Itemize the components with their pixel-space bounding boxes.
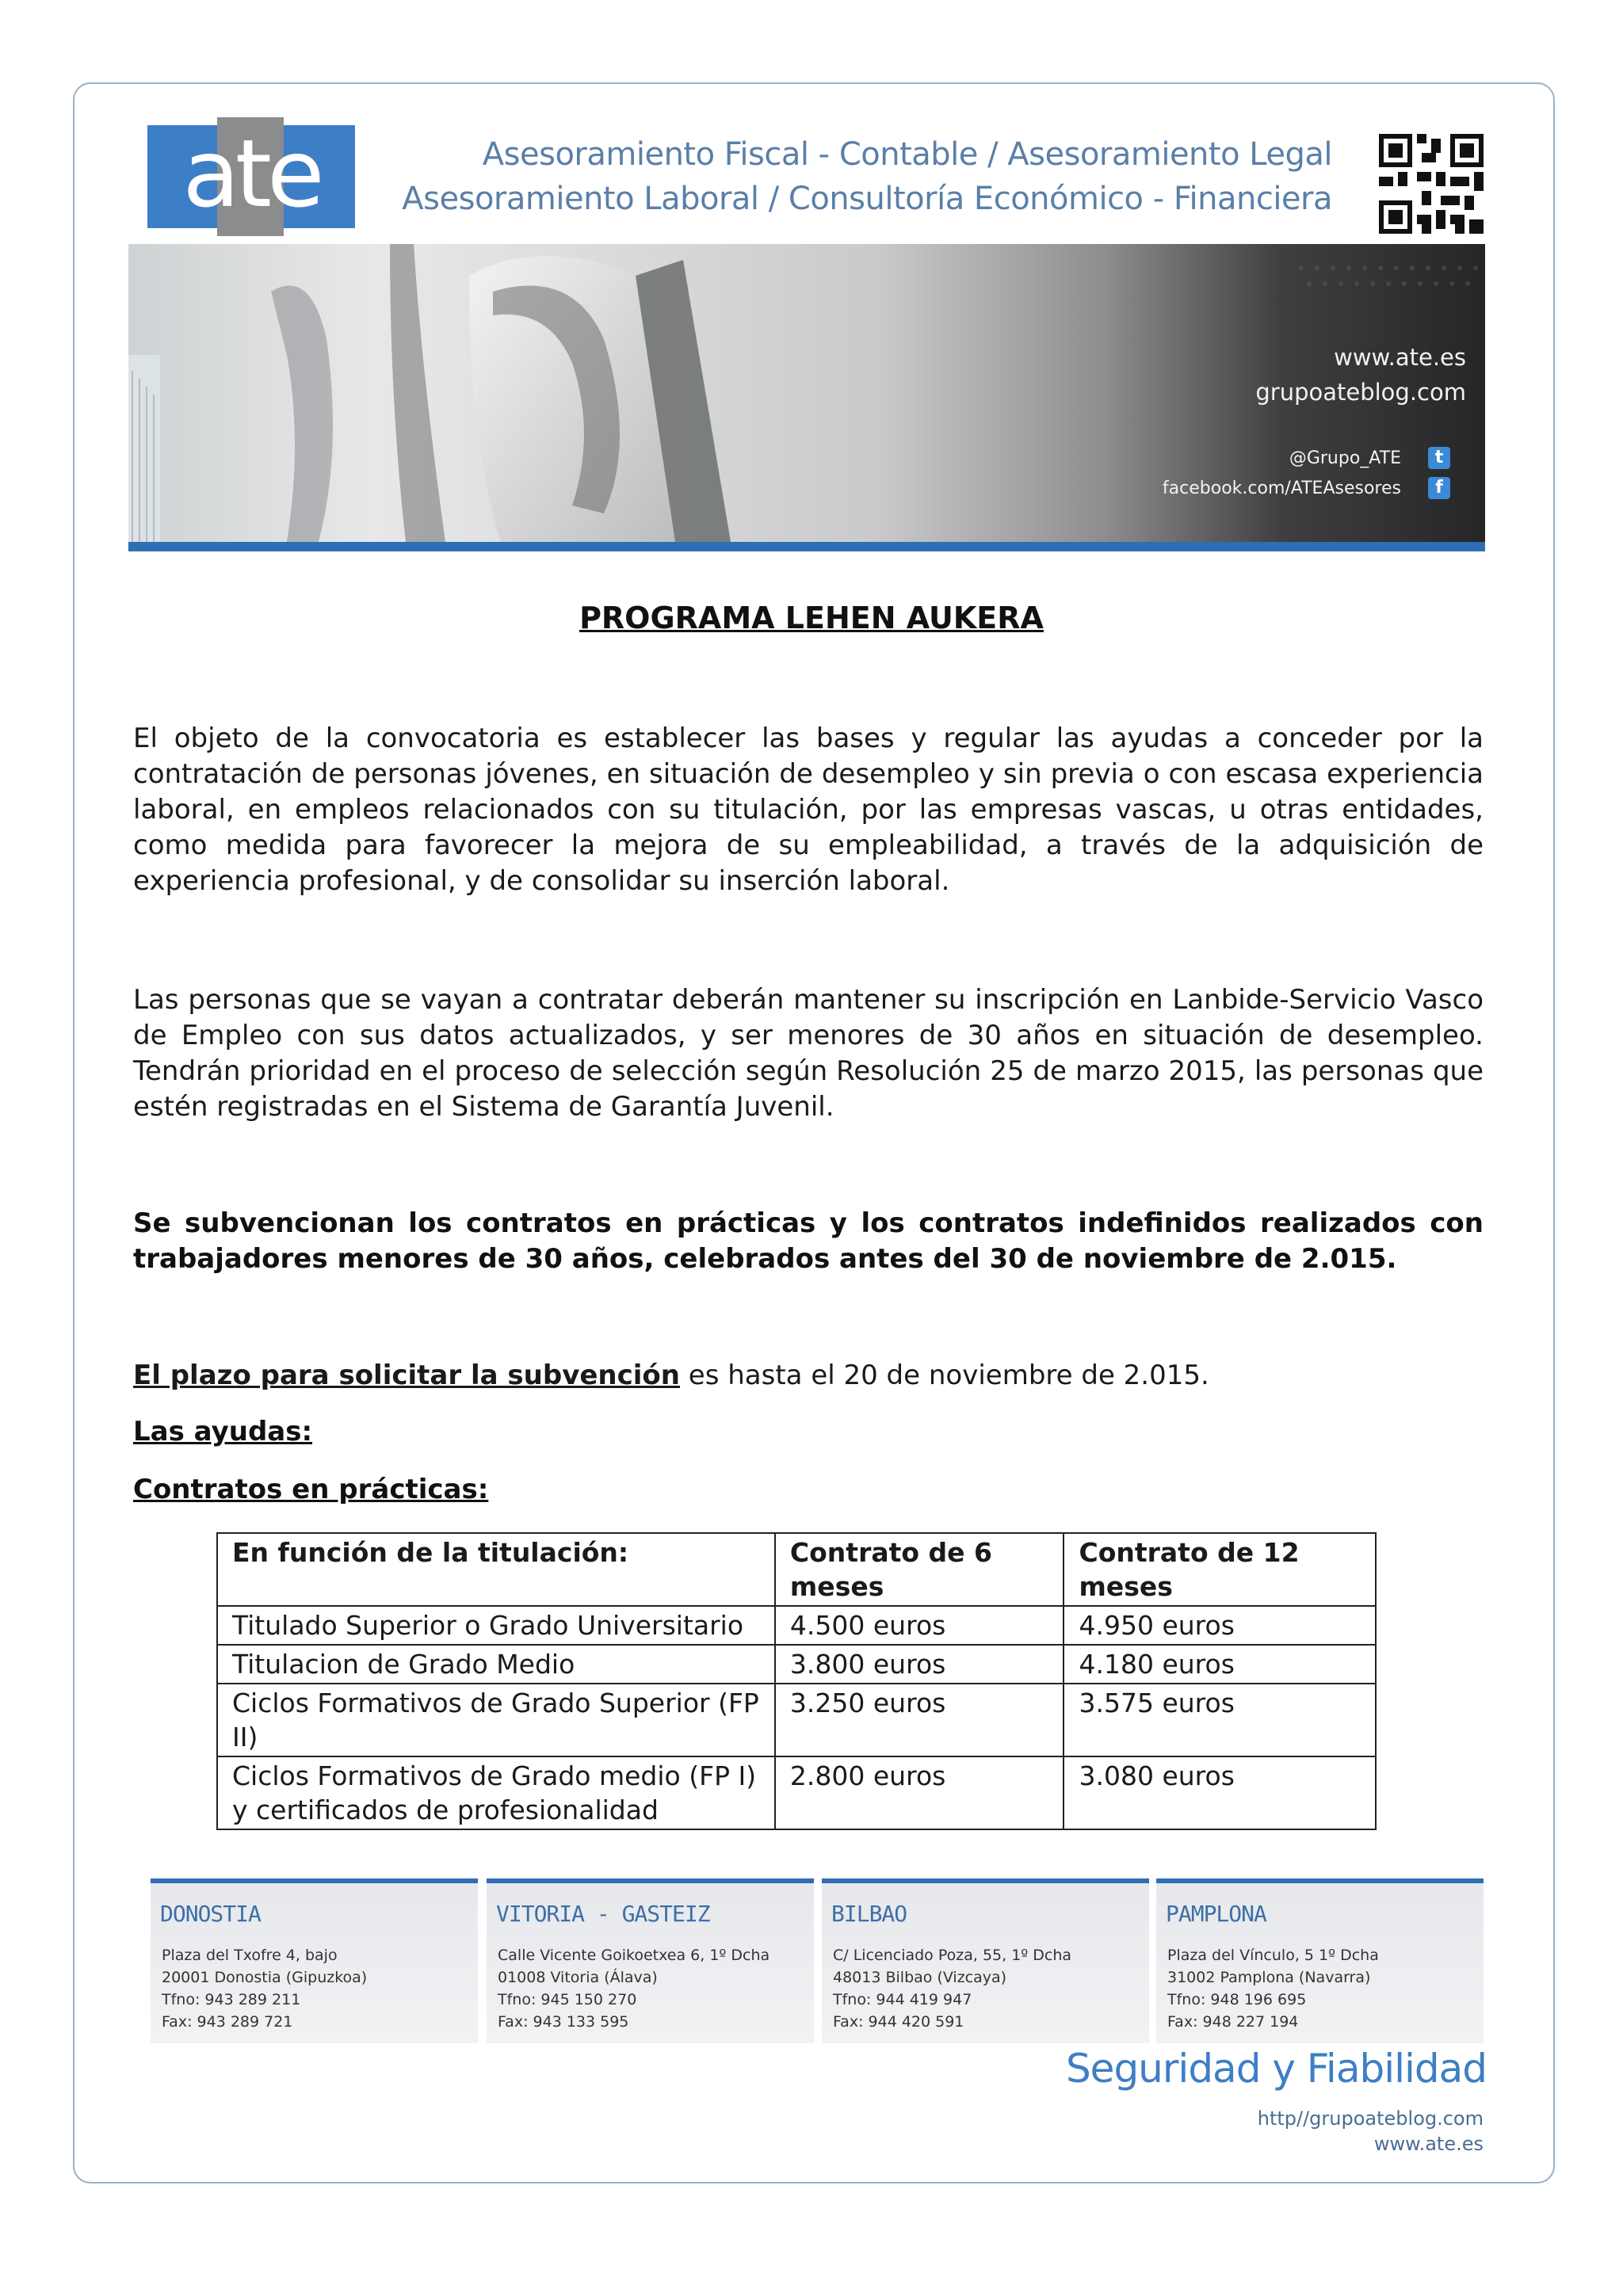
table-header-row bbox=[217, 1533, 1376, 1606]
table-row bbox=[217, 1606, 1376, 1645]
office-vitoria bbox=[487, 1878, 814, 2043]
office-phone: Tfno: 945 150 270 bbox=[498, 1991, 637, 2008]
svg-text:ate: ate bbox=[182, 119, 320, 228]
table-row bbox=[217, 1645, 1376, 1684]
paragraph-deadline bbox=[133, 1358, 1484, 1394]
office-address: Calle Vicente Goikoetxea 6, 1º Dcha bbox=[498, 1947, 770, 1964]
banner-facebook-page: facebook.com/ATEAsesores bbox=[1162, 479, 1401, 498]
table-cell: 3.800 euros bbox=[775, 1645, 1064, 1684]
table-cell: 3.575 euros bbox=[1064, 1684, 1376, 1756]
footer-blog-link[interactable]: http//grupoateblog.com bbox=[1257, 2107, 1484, 2130]
office-address: C/ Licenciado Poza, 55, 1º Dcha bbox=[833, 1947, 1072, 1964]
table-row bbox=[217, 1684, 1376, 1756]
banner-accent-bar bbox=[128, 542, 1485, 551]
table-cell: 4.500 euros bbox=[775, 1606, 1064, 1645]
table-cell: 2.800 euros bbox=[775, 1756, 1064, 1829]
office-phone: Tfno: 943 289 211 bbox=[162, 1991, 301, 2008]
office-city: VITORIA - GASTEIZ bbox=[496, 1901, 710, 1927]
table-cell: Ciclos Formativos de Grado Superior (FP II) bbox=[217, 1684, 775, 1756]
document-title: PROGRAMA LEHEN AUKERA bbox=[579, 601, 1044, 635]
twitter-icon: t bbox=[1428, 447, 1450, 469]
tagline-line-2: Asesoramiento Laboral / Consultoría Económico - Financiera bbox=[402, 181, 1332, 217]
office-fax: Fax: 943 289 721 bbox=[162, 2013, 293, 2031]
practice-contracts-heading: Contratos en prácticas: bbox=[133, 1474, 489, 1505]
paragraph-subsidized-contracts: Se subvencionan los contratos en prácticas y los contratos indefinidos realizados con trabajadores menores de 30 años, celebrados antes del 30 de noviembre de 2.015. bbox=[133, 1207, 1484, 1275]
table-header-cell: En función de la titulación: bbox=[217, 1533, 775, 1606]
banner-twitter-handle: @Grupo_ATE bbox=[1289, 448, 1401, 468]
aid-heading: Las ayudas: bbox=[133, 1416, 313, 1447]
facebook-icon: f bbox=[1428, 477, 1450, 499]
table-cell: 3.250 euros bbox=[775, 1684, 1064, 1756]
office-postal: 31002 Pamplona (Navarra) bbox=[1167, 1969, 1371, 1986]
office-postal: 01008 Vitoria (Álava) bbox=[498, 1969, 658, 1986]
table-cell: 4.180 euros bbox=[1064, 1645, 1376, 1684]
office-address: Plaza del Vínculo, 5 1º Dcha bbox=[1167, 1947, 1379, 1964]
office-fax: Fax: 944 420 591 bbox=[833, 2013, 964, 2031]
office-phone: Tfno: 944 419 947 bbox=[833, 1991, 972, 2008]
office-city: PAMPLONA bbox=[1166, 1901, 1266, 1927]
banner-blog: grupoateblog.com bbox=[1255, 379, 1466, 406]
table-cell: Ciclos Formativos de Grado medio (FP I) y certificados de profesionalidad bbox=[217, 1756, 775, 1829]
office-postal: 20001 Donostia (Gipuzkoa) bbox=[162, 1969, 368, 1986]
office-fax: Fax: 948 227 194 bbox=[1167, 2013, 1299, 2031]
table-row bbox=[217, 1756, 1376, 1829]
office-bilbao bbox=[822, 1878, 1149, 2043]
paragraph-eligibility: Las personas que se vayan a contratar deberán mantener su inscripción en Lanbide-Servicio Vasco de Empleo con sus datos actualizados, y ser menores de 30 años en situación de desempleo. Tendrán prioridad en el proceso de selección según Resolución 25 de marzo 2015, las personas que estén registradas en el Sistema de Garantía Juvenil. bbox=[133, 984, 1484, 1123]
banner-website: www.ate.es bbox=[1334, 344, 1466, 371]
table-cell: 4.950 euros bbox=[1064, 1606, 1376, 1645]
office-pamplona bbox=[1156, 1878, 1484, 2043]
office-city: DONOSTIA bbox=[160, 1901, 261, 1927]
office-donostia bbox=[151, 1878, 478, 2043]
table-cell: Titulacion de Grado Medio bbox=[217, 1645, 775, 1684]
paragraph-objective: El objeto de la convocatoria es establecer las bases y regular las ayudas a conceder por la contratación de personas jóvenes, en situación de desempleo y sin previa o con escasa experiencia laboral, en empleos relacionados con su titulación, por las empresas vascas, u otras entidades, como medida para favorecer la mejora de su empleabilidad, a través de la adquisición de experiencia profesional, y de consolidar su inserción laboral. bbox=[133, 723, 1484, 897]
qr-code-icon bbox=[1379, 133, 1484, 235]
footer-slogan: Seguridad y Fiabilidad bbox=[1065, 2046, 1487, 2092]
deadline-text: es hasta el 20 de noviembre de 2.015. bbox=[680, 1360, 1209, 1391]
aid-amounts-table bbox=[216, 1532, 1377, 1830]
deadline-label: El plazo para solicitar la subvención bbox=[133, 1360, 680, 1391]
table-cell: 3.080 euros bbox=[1064, 1756, 1376, 1829]
table-cell: Titulado Superior o Grado Universitario bbox=[217, 1606, 775, 1645]
header-banner bbox=[128, 244, 1485, 542]
office-fax: Fax: 943 133 595 bbox=[498, 2013, 629, 2031]
ate-logo bbox=[147, 117, 355, 236]
footer-site-link[interactable]: www.ate.es bbox=[1373, 2133, 1484, 2155]
office-address: Plaza del Txofre 4, bajo bbox=[162, 1947, 338, 1964]
office-city: BILBAO bbox=[831, 1901, 907, 1927]
table-header-cell: Contrato de 12 meses bbox=[1064, 1533, 1376, 1606]
tagline-line-1: Asesoramiento Fiscal - Contable / Asesoramiento Legal bbox=[482, 136, 1332, 173]
table-header-cell: Contrato de 6 meses bbox=[775, 1533, 1064, 1606]
office-phone: Tfno: 948 196 695 bbox=[1167, 1991, 1307, 2008]
office-postal: 48013 Bilbao (Vizcaya) bbox=[833, 1969, 1007, 1986]
